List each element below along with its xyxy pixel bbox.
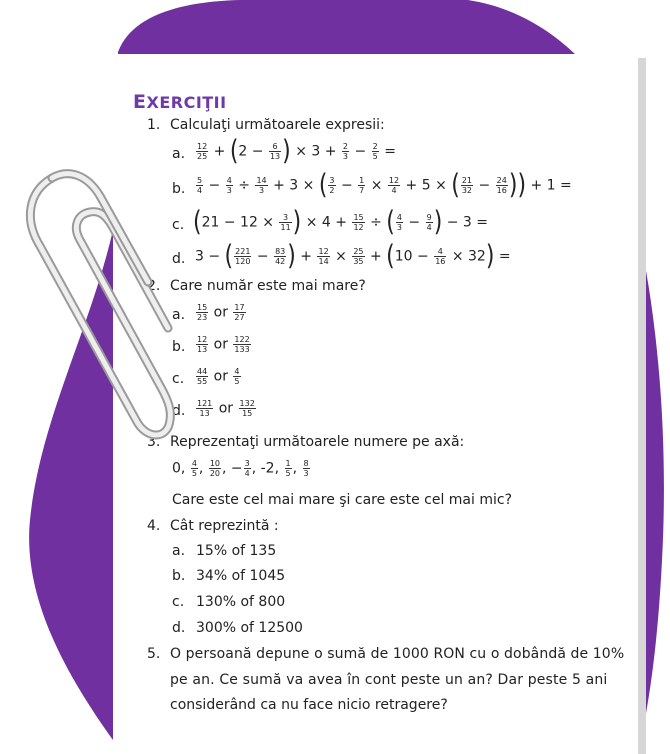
exercise-2d-comparison: $\frac{121}{13}$ or $\frac{132}{15}$ xyxy=(197,399,255,418)
exercise-3-number: 3. xyxy=(147,434,161,450)
exercise-3-number-list: 0, $\frac{4}{5}$ , $\frac{10}{20}$ , − $\frac{3}{4}$ , -2, $\frac{1}{5}$ , $\frac{8}{3}$ xyxy=(172,459,309,478)
exercise-1-number: 1. xyxy=(147,117,161,133)
exercise-1d-expression: 3 − ( $\frac{221}{120}$ − $\frac{83}{42}$ ) + $\frac{12}{14}$ × $\frac{25}{35}$ + (10 − $\frac{4}{16}$ × 32) = xyxy=(195,240,511,272)
exercise-2d-label: d. xyxy=(172,403,186,419)
exercise-4d-label: d. xyxy=(172,620,186,636)
exercise-2b-label: b. xyxy=(172,339,186,355)
exercise-5-line-3: considerând ca nu face nicio retragere? xyxy=(170,697,448,713)
paperclip-icon xyxy=(18,150,178,460)
exercise-1-text: Calculaţi următoarele expresii: xyxy=(170,117,385,133)
exercise-3-text: Reprezentaţi următoarele numere pe axă: xyxy=(170,434,465,450)
exercise-4-text: Cât reprezintă : xyxy=(170,518,279,534)
exercise-5-line-2: pe an. Ce sumă va avea în cont peste un an? Dar peste 5 ani xyxy=(170,672,608,688)
exercise-4c-text: 130% of 800 xyxy=(196,594,286,610)
exercise-2-text: Care număr este mai mare? xyxy=(170,278,366,294)
exercise-4-number: 4. xyxy=(147,518,161,534)
exercise-1c-expression: (21 − 12 × $\frac{3}{11}$ ) × 4 + $\frac{15}{12}$ ÷ ( $\frac{4}{3}$ − $\frac{9}{4}$ ) − 3 = xyxy=(193,206,488,238)
exercise-4d-text: 300% of 12500 xyxy=(196,620,303,636)
exercise-2c-comparison: $\frac{44}{55}$ or $\frac{4}{5}$ xyxy=(197,367,240,386)
exercise-4b-text: 34% of 1045 xyxy=(196,568,286,584)
exercise-2-number: 2. xyxy=(147,278,161,294)
exercise-2a-comparison: $\frac{15}{23}$ or $\frac{17}{27}$ xyxy=(197,303,245,322)
exercise-2b-comparison: $\frac{12}{13}$ or $\frac{122}{133}$ xyxy=(197,335,250,354)
exercise-4b-label: b. xyxy=(172,568,186,584)
exercise-2a-label: a. xyxy=(172,307,186,323)
exercise-4a-text: 15% of 135 xyxy=(196,543,277,559)
page-title: EXERCIŢII xyxy=(133,91,227,113)
exercise-1a-label: a. xyxy=(172,146,186,162)
exercise-4c-label: c. xyxy=(172,594,185,610)
exercise-1d-label: d. xyxy=(172,251,186,267)
exercise-5-number: 5. xyxy=(147,646,161,662)
exercise-4a-label: a. xyxy=(172,543,186,559)
exercise-1a-expression: $\frac{12}{25}$ + (2 − $\frac{6}{13}$ ) × 3 + $\frac{2}{3}$ − $\frac{2}{5}$ = xyxy=(197,135,396,167)
exercise-3-question: Care este cel mai mare şi care este cel mai mic? xyxy=(172,492,513,508)
page-shadow xyxy=(638,58,646,754)
exercise-1b-label: b. xyxy=(172,181,186,197)
exercise-2c-label: c. xyxy=(172,371,185,387)
exercise-5-line-1: O persoană depune o sumă de 1000 RON cu o dobândă de 10% xyxy=(170,646,625,662)
exercise-1c-label: c. xyxy=(172,217,185,233)
exercise-1b-expression: $\frac{5}{4}$ − $\frac{4}{3}$ ÷ $\frac{14}{3}$ + 3 × ( $\frac{3}{2}$ − $\frac{1}{7}$ × $\frac{12}{4}$ + 5 × ( $\frac{21}{32}$ − $\frac{24}{16}$ )) + 1 = xyxy=(197,169,572,201)
